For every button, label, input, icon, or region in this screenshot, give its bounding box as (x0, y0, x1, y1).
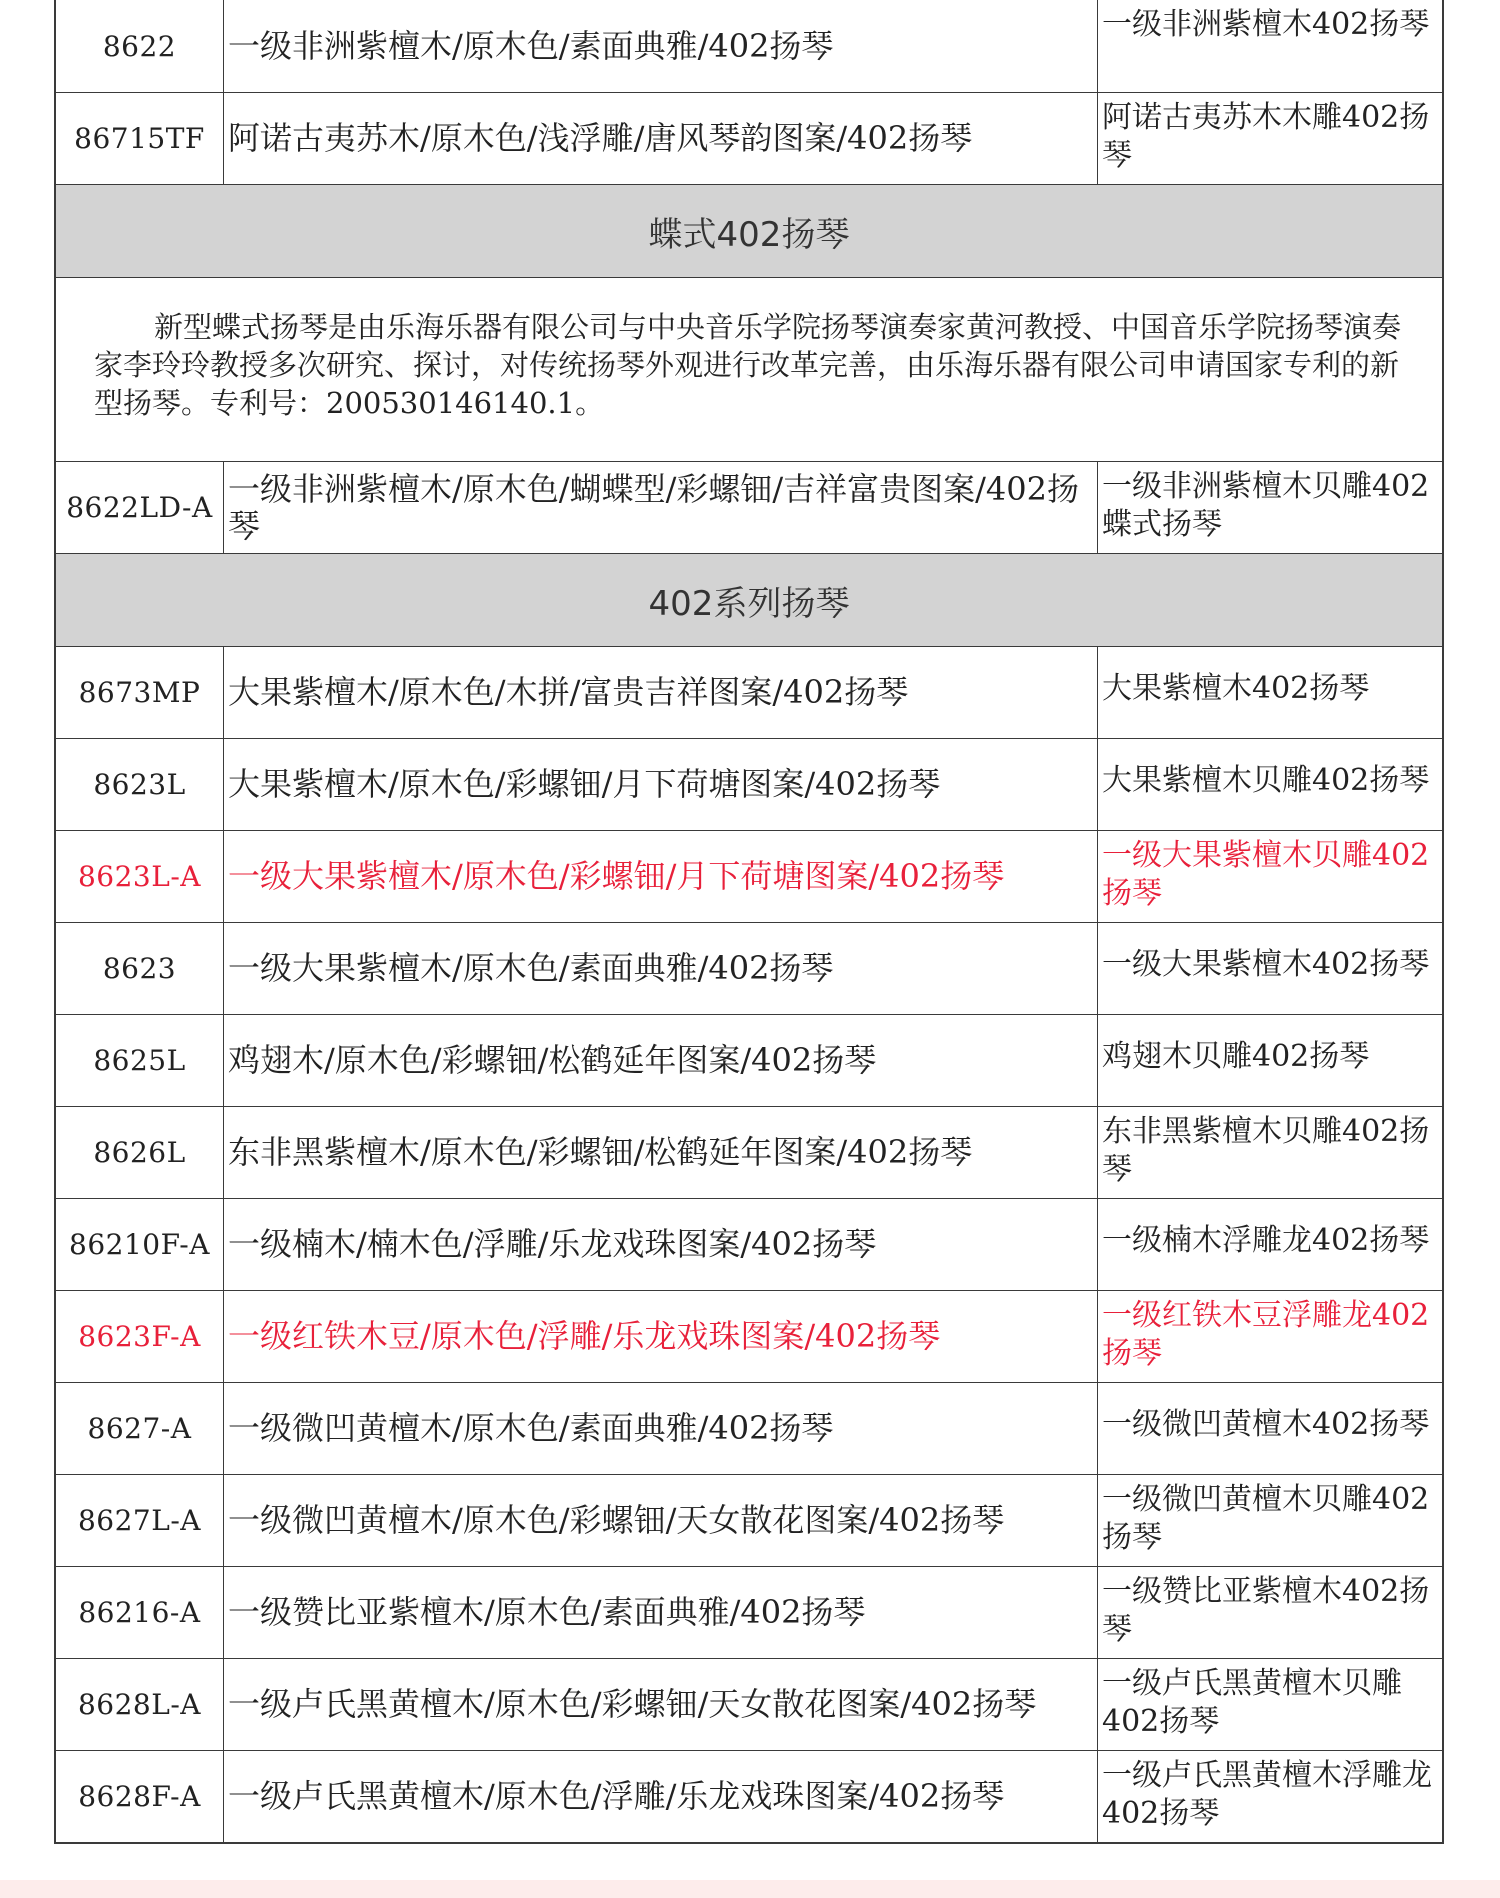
product-code: 8625L (56, 1015, 224, 1106)
product-code: 8623 (56, 923, 224, 1014)
product-name: 一级非洲紫檀木贝雕402蝶式扬琴 (1102, 469, 1430, 542)
product-description: 一级微凹黄檀木/原木色/素面典雅/402扬琴 (224, 1383, 1098, 1474)
product-name: 大果紫檀木402扬琴 (1102, 670, 1370, 706)
product-name: 一级微凹黄檀木贝雕402扬琴 (1102, 1482, 1430, 1555)
product-description: 阿诺古夷苏木/原木色/浅浮雕/唐风琴韵图案/402扬琴 (224, 93, 1098, 184)
product-description: 一级赞比亚紫檀木/原木色/素面典雅/402扬琴 (224, 1567, 1098, 1658)
product-name: 一级卢氏黑黄檀木贝雕402扬琴 (1102, 1666, 1402, 1739)
product-description: 一级卢氏黑黄檀木/原木色/浮雕/乐龙戏珠图案/402扬琴 (224, 1751, 1098, 1842)
product-name: 一级大果紫檀木贝雕402扬琴 (1102, 838, 1430, 911)
table-row (56, 738, 1442, 830)
table-row (56, 0, 1442, 92)
product-code: 8626L (56, 1107, 224, 1198)
product-name: 一级赞比亚紫檀木402扬琴 (1102, 1574, 1430, 1647)
table-row (56, 1750, 1442, 1842)
product-code: 8623L-A (56, 831, 224, 922)
product-name: 一级大果紫檀木402扬琴 (1102, 946, 1430, 982)
section-header-402 (56, 553, 1442, 646)
product-code: 86715TF (56, 93, 224, 184)
product-description: 一级微凹黄檀木/原木色/彩螺钿/天女散花图案/402扬琴 (224, 1475, 1098, 1566)
table-row (56, 1474, 1442, 1566)
product-code: 8628L-A (56, 1659, 224, 1750)
product-description: 东非黑紫檀木/原木色/彩螺钿/松鹤延年图案/402扬琴 (224, 1107, 1098, 1198)
product-description: 大果紫檀木/原木色/彩螺钿/月下荷塘图案/402扬琴 (224, 739, 1098, 830)
table-row (56, 1566, 1442, 1658)
product-description: 一级卢氏黑黄檀木/原木色/彩螺钿/天女散花图案/402扬琴 (224, 1659, 1098, 1750)
product-name: 一级微凹黄檀木402扬琴 (1102, 1406, 1430, 1442)
table-row (56, 1658, 1442, 1750)
product-description: 大果紫檀木/原木色/木拼/富贵吉祥图案/402扬琴 (224, 647, 1098, 738)
product-name: 一级红铁木豆浮雕龙402扬琴 (1102, 1298, 1430, 1371)
product-name: 阿诺古夷苏木木雕402扬琴 (1102, 100, 1430, 173)
section-header-butterfly (56, 184, 1442, 277)
section-description: 新型蝶式扬琴是由乐海乐器有限公司与中央音乐学院扬琴演奏家黄河教授、中国音乐学院扬琴演奏家李玲玲教授多次研究、探讨，对传统扬琴外观进行改革完善，由乐海乐器有限公司申请国家专利的新型扬琴。专利号：200530146140.1。 (94, 310, 1402, 420)
product-code: 8623L (56, 739, 224, 830)
section-description-row (56, 277, 1442, 461)
product-name: 东非黑紫檀木贝雕402扬琴 (1102, 1114, 1430, 1187)
section-title: 402系列扬琴 (648, 583, 850, 624)
section-title: 蝶式402扬琴 (648, 214, 850, 255)
product-description: 鸡翅木/原木色/彩螺钿/松鹤延年图案/402扬琴 (224, 1015, 1098, 1106)
table-row (56, 1014, 1442, 1106)
product-description: 一级红铁木豆/原木色/浮雕/乐龙戏珠图案/402扬琴 (224, 1291, 1098, 1382)
product-name: 一级非洲紫檀木402扬琴 (1102, 7, 1430, 42)
product-description: 一级非洲紫檀木/原木色/素面典雅/402扬琴 (224, 0, 1098, 92)
product-description: 一级大果紫檀木/原木色/素面典雅/402扬琴 (224, 923, 1098, 1014)
product-table (54, 0, 1444, 1844)
product-code: 8627L-A (56, 1475, 224, 1566)
product-name: 一级楠木浮雕龙402扬琴 (1102, 1222, 1430, 1258)
product-name: 大果紫檀木贝雕402扬琴 (1102, 762, 1430, 798)
product-code: 8673MP (56, 647, 224, 738)
product-code: 86216-A (56, 1567, 224, 1658)
product-code: 8628F-A (56, 1751, 224, 1842)
product-code: 8622 (56, 0, 224, 92)
product-code: 8623F-A (56, 1291, 224, 1382)
product-code: 86210F-A (56, 1199, 224, 1290)
product-code: 8627-A (56, 1383, 224, 1474)
product-code: 8622LD-A (56, 462, 224, 553)
product-name: 鸡翅木贝雕402扬琴 (1102, 1038, 1370, 1074)
table-row (56, 92, 1442, 184)
product-name: 一级卢氏黑黄檀木浮雕龙402扬琴 (1102, 1758, 1432, 1831)
table-row-highlighted (56, 1290, 1442, 1382)
product-description: 一级楠木/楠木色/浮雕/乐龙戏珠图案/402扬琴 (224, 1199, 1098, 1290)
table-row (56, 1106, 1442, 1198)
table-row (56, 1382, 1442, 1474)
product-description: 一级非洲紫檀木/原木色/蝴蝶型/彩螺钿/吉祥富贵图案/402扬琴 (224, 462, 1098, 553)
table-row (56, 922, 1442, 1014)
table-row (56, 461, 1442, 553)
table-row (56, 1198, 1442, 1290)
product-description: 一级大果紫檀木/原木色/彩螺钿/月下荷塘图案/402扬琴 (224, 831, 1098, 922)
table-row-highlighted (56, 830, 1442, 922)
table-row (56, 646, 1442, 738)
page-bottom-strip (0, 1880, 1500, 1898)
